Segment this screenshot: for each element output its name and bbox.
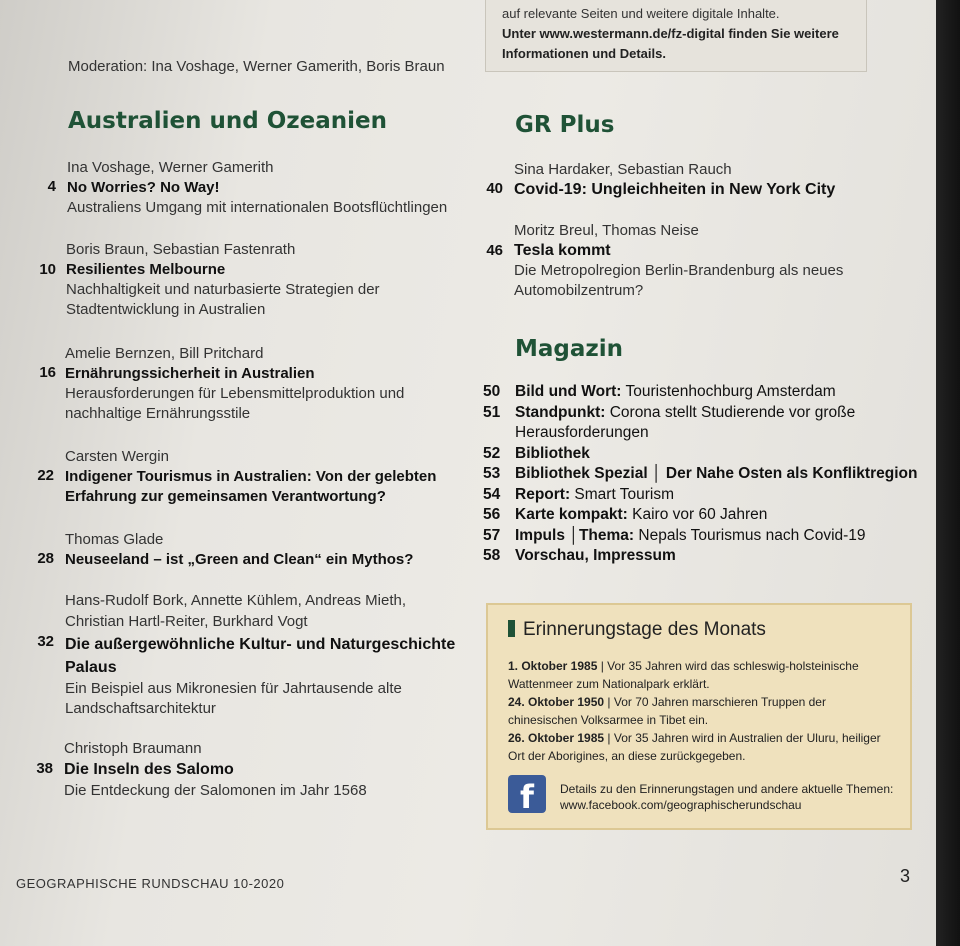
reminder-dates [508, 657, 898, 765]
toc-entry[interactable] [67, 158, 447, 218]
footer-publication: GEOGRAPHISCHE RUNDSCHAU 10-2020 [16, 876, 285, 891]
section-heading-australien: Australien und Ozeanien [68, 108, 387, 134]
magazin-item[interactable] [483, 444, 917, 465]
reminder-text: Ort der Aborigines, an diese zurückgegeben. [508, 749, 746, 763]
entry-title: No Worries? No Way! [67, 179, 220, 196]
page-number: 58 [483, 547, 501, 564]
page-number: 52 [483, 444, 501, 462]
page-number: 50 [483, 383, 501, 400]
page-number: 38 [36, 760, 53, 777]
page-number: 4 [47, 178, 56, 195]
magazin-item [483, 423, 917, 444]
magazin-item[interactable] [483, 546, 917, 567]
info-line: auf relevante Seiten und weitere digitale Inhalte. [502, 6, 780, 21]
item-text: Corona stellt Studierende vor große [605, 403, 856, 421]
entry-subtitle: nachhaltige Ernährungsstile [65, 405, 251, 422]
digital-info-box [485, 0, 867, 72]
entry-authors: Amelie Bernzen, Bill Pritchard [65, 345, 264, 362]
reminder-heading-text: Erinnerungstage des Monats [523, 619, 766, 640]
reminder-date: 1. Oktober 1985 [508, 659, 598, 673]
page-number: 16 [39, 364, 56, 381]
reminder-item [508, 729, 898, 747]
entry-authors: Ina Voshage, Werner Gamerith [67, 159, 274, 176]
entry-subtitle: Landschaftsarchitektur [65, 700, 216, 718]
entry-subtitle: Automobilzentrum? [514, 282, 644, 299]
reminder-heading [508, 619, 766, 641]
magazin-item[interactable] [483, 526, 917, 547]
magazin-list [483, 382, 917, 567]
page-number: 10 [39, 261, 56, 278]
toc-entry[interactable] [64, 738, 367, 801]
entry-authors: Moritz Breul, Thomas Neise [514, 222, 699, 239]
page-number: 53 [483, 465, 501, 482]
item-label: Karte kompakt: [515, 506, 628, 523]
entry-title: Ernährungssicherheit in Australien [65, 365, 315, 382]
entry-subtitle: Herausforderungen für Lebensmittelproduktion und [65, 385, 405, 402]
entry-title: Erfahrung zur gemeinsamen Verantwortung? [65, 488, 386, 505]
reminder-box [486, 603, 912, 830]
reminder-date: 26. Oktober 1985 [508, 731, 605, 745]
item-label: Bibliothek Spezial │ Der Nahe Osten als Konfliktregion [515, 465, 918, 482]
toc-entry[interactable] [65, 530, 413, 570]
reminder-text: | Vor 70 Jahren marschieren Truppen der [604, 695, 826, 709]
magazin-item[interactable] [483, 464, 917, 485]
page-number: 56 [483, 506, 501, 523]
heading-bar [508, 620, 515, 637]
item-label: Impuls │Thema: [515, 526, 635, 544]
item-label: Standpunkt: [515, 403, 606, 421]
toc-entry[interactable] [65, 344, 404, 424]
item-text: Smart Tourism [570, 485, 675, 503]
reminder-text: Wattenmeer zum Nationalpark erklärt. [508, 677, 710, 691]
magazin-item[interactable] [483, 382, 917, 403]
entry-title: Covid-19: Ungleichheiten in New York City [514, 181, 836, 198]
info-line: Unter www.westermann.de/fz-digital finden Sie weitere [502, 26, 839, 41]
reminder-date: 24. Oktober 1950 [508, 695, 605, 709]
page-edge-shadow [936, 0, 960, 946]
entry-subtitle: Stadtentwicklung in Australien [66, 301, 266, 318]
facebook-line: Details zu den Erinnerungstagen und andere aktuelle Themen: [560, 782, 894, 796]
reminder-item [508, 693, 898, 711]
reminder-text: | Vor 35 Jahren wird das schleswig-holsteinische [597, 659, 859, 673]
item-label: Bibliothek [515, 444, 590, 462]
reminder-item [508, 657, 898, 675]
item-text: Nepals Tourismus nach Covid-19 [634, 526, 866, 544]
entry-title: Neuseeland – ist „Green and Clean“ ein Mythos? [65, 551, 414, 568]
page-number: 46 [486, 242, 503, 259]
magazin-item[interactable] [483, 505, 917, 526]
entry-title: Tesla kommt [514, 242, 611, 259]
entry-subtitle: Die Entdeckung der Salomonen im Jahr 1568 [64, 782, 367, 799]
item-label: Vorschau, Impressum [515, 547, 676, 564]
section-heading-magazin: Magazin [515, 336, 624, 362]
entry-authors: Thomas Glade [65, 531, 164, 548]
magazin-item[interactable] [483, 403, 917, 424]
toc-entry[interactable] [514, 221, 843, 301]
reminder-text: | Vor 35 Jahren wird in Australien der Uluru, heiliger [604, 731, 881, 745]
item-text: Herausforderungen [515, 424, 649, 441]
entry-title: Palaus [65, 658, 117, 676]
page-number-footer: 3 [900, 866, 911, 886]
item-label: Report: [515, 485, 571, 503]
toc-entry[interactable] [514, 160, 835, 200]
entry-authors: Carsten Wergin [65, 448, 169, 465]
entry-subtitle: Nachhaltigkeit und naturbasierte Strategien der [66, 281, 380, 298]
entry-subtitle: Die Metropolregion Berlin-Brandenburg als neues [514, 262, 844, 279]
entry-title: Resilientes Melbourne [66, 261, 226, 278]
page-number: 57 [483, 526, 501, 544]
entry-subtitle: Australiens Umgang mit internationalen Bootsflüchtlingen [67, 199, 448, 216]
item-text: Kairo vor 60 Jahren [627, 506, 768, 523]
magazin-item[interactable] [483, 485, 917, 506]
toc-entry[interactable] [65, 591, 455, 720]
facebook-icon[interactable] [508, 775, 546, 813]
facebook-link[interactable]: www.facebook.com/geographischerundschau [560, 798, 802, 812]
page-number: 51 [483, 403, 501, 421]
page-number: 40 [486, 180, 503, 197]
page-number: 54 [483, 485, 501, 503]
toc-entry[interactable] [66, 240, 380, 320]
entry-authors: Sina Hardaker, Sebastian Rauch [514, 161, 732, 178]
entry-title: Indigener Tourismus in Australien: Von der gelebten [65, 468, 437, 485]
entry-title: Die Inseln des Salomo [64, 761, 234, 778]
facebook-text [560, 781, 893, 813]
facebook-glyph: f [520, 778, 534, 813]
reminder-text: chinesischen Volksarmee in Tibet ein. [508, 713, 709, 727]
entry-authors: Christoph Braumann [64, 740, 202, 757]
moderation-line: Moderation: Ina Voshage, Werner Gamerith, Boris Braun [68, 58, 445, 75]
entry-authors: Christian Hartl-Reiter, Burkhard Vogt [65, 612, 308, 630]
section-heading-grplus: GR Plus [515, 112, 615, 138]
entry-authors: Boris Braun, Sebastian Fastenrath [66, 241, 296, 258]
entry-subtitle: Ein Beispiel aus Mikronesien für Jahrtausende alte [65, 679, 402, 697]
page-number: 28 [37, 550, 54, 567]
item-text: Touristenhochburg Amsterdam [621, 383, 836, 400]
entry-authors: Hans-Rudolf Bork, Annette Kühlem, Andreas Mieth, [65, 592, 407, 609]
toc-entry[interactable] [65, 447, 436, 507]
info-line: Informationen und Details. [502, 46, 666, 61]
page-number: 22 [37, 467, 54, 484]
entry-title: Die außergewöhnliche Kultur- und Naturgeschichte [65, 635, 456, 653]
item-label: Bild und Wort: [515, 383, 622, 400]
page-number: 32 [37, 633, 54, 650]
